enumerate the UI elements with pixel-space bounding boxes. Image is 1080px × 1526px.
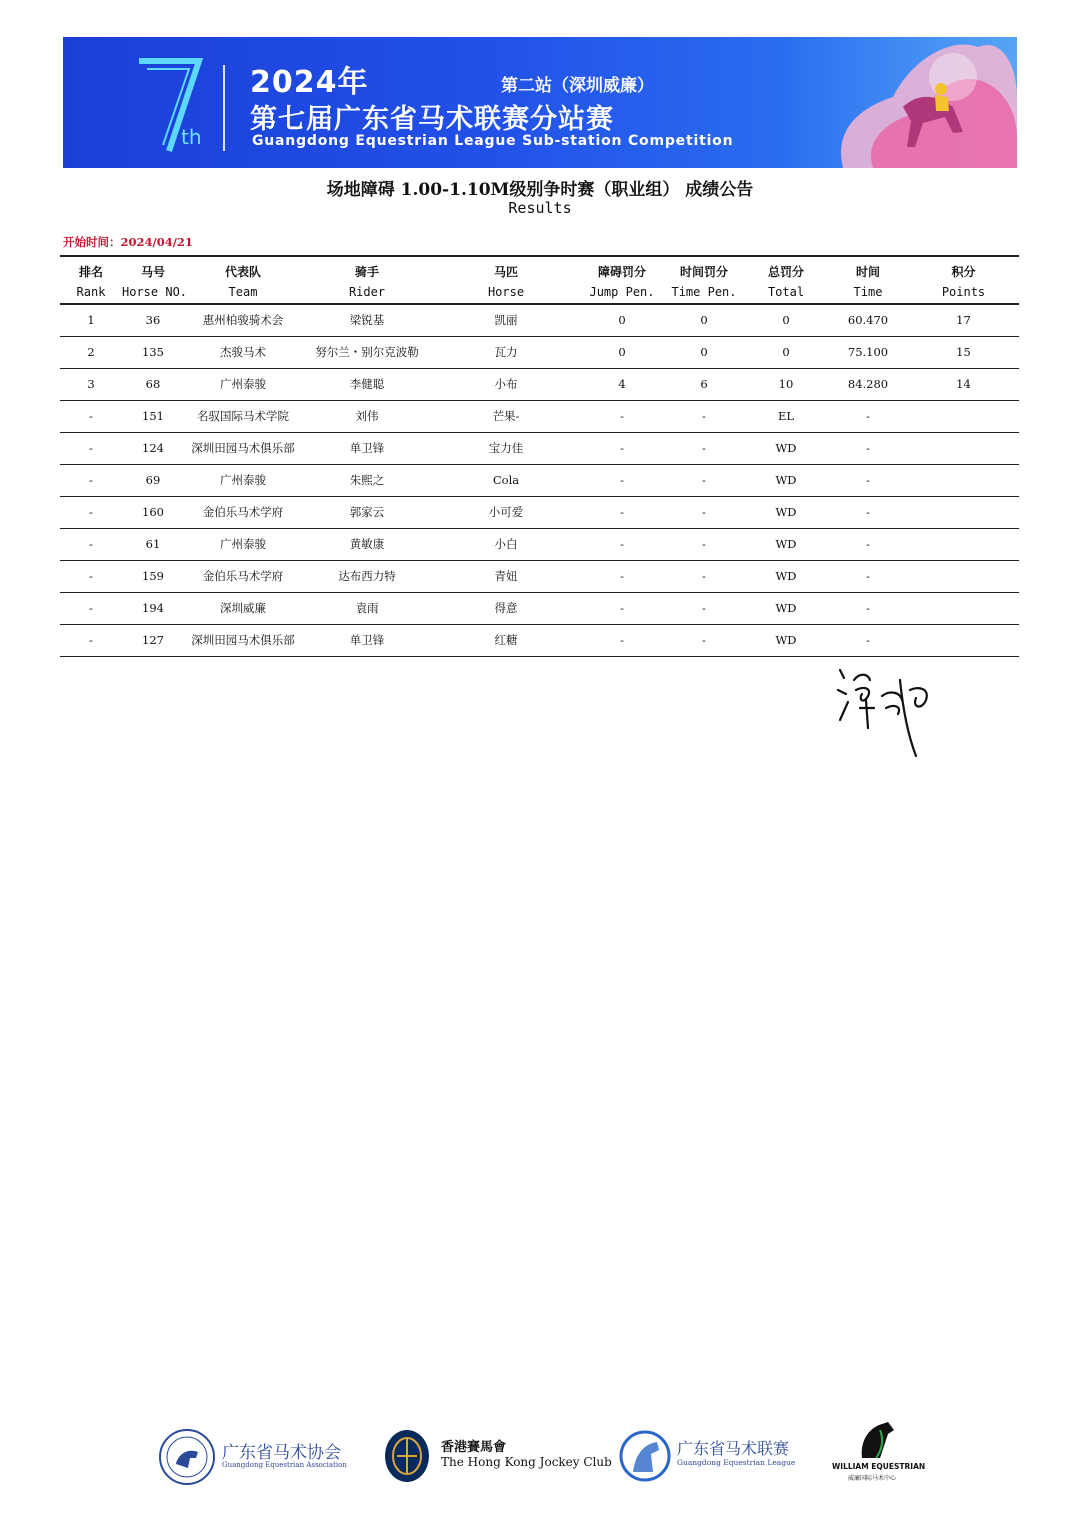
- cell-time-pen: -: [702, 441, 706, 455]
- cell-points: [908, 529, 1019, 560]
- header-rank-en: Rank: [76, 285, 106, 299]
- cell-time-pen: -: [702, 505, 706, 519]
- cell-jump-pen: 4: [618, 377, 626, 391]
- league-horse-icon: [619, 1428, 671, 1484]
- header-rank-cn: 排名: [78, 265, 103, 279]
- cell-total: WD: [775, 473, 797, 487]
- cell-horse-no: 159: [142, 569, 164, 583]
- banner-divider: [223, 65, 225, 151]
- cell-time-pen: 0: [700, 313, 708, 327]
- cell-points: [908, 593, 1019, 624]
- cell-rank: 3: [87, 377, 95, 391]
- cell-rider: 梁锐基: [349, 313, 385, 327]
- cell-rider: 郭家云: [349, 505, 385, 519]
- header-jump-pen-cn: 障碍罚分: [597, 265, 646, 279]
- document-title: 场地障碍 1.00-1.10M级别争时赛（职业组） 成绩公告: [326, 180, 754, 200]
- cell-total: WD: [775, 505, 797, 519]
- cell-time: -: [866, 633, 870, 647]
- cell-team: 深圳田园马术俱乐部: [191, 441, 295, 455]
- cell-rank: -: [89, 601, 93, 615]
- table-row: [60, 433, 1019, 465]
- cell-rider: 袁雨: [355, 601, 379, 615]
- association-name-en: Guangdong Equestrian Association: [222, 1461, 347, 1469]
- cell-points: [908, 401, 1019, 432]
- association-name-cn: 广东省马术协会: [222, 1443, 341, 1463]
- cell-total: 0: [782, 345, 790, 359]
- table-row: [60, 337, 1019, 369]
- cell-points: 17: [956, 313, 971, 327]
- cell-team: 广州泰骏: [220, 473, 266, 487]
- cell-total: WD: [775, 601, 797, 615]
- header-time-pen: [664, 257, 744, 303]
- cell-horse-no: 69: [145, 473, 161, 487]
- cell-rank: 2: [87, 345, 95, 359]
- table-row: [60, 593, 1019, 625]
- cell-time: -: [866, 601, 870, 615]
- header-time-en: Time: [853, 285, 883, 299]
- cell-time: -: [866, 409, 870, 423]
- cell-time: -: [866, 505, 870, 519]
- header-rider-cn: 骑手: [354, 265, 379, 279]
- cell-jump-pen: 0: [618, 345, 626, 359]
- cell-points: [908, 433, 1019, 464]
- cell-jump-pen: 0: [618, 313, 626, 327]
- cell-rank: -: [89, 569, 93, 583]
- cell-points: [908, 465, 1019, 496]
- cell-total: 0: [782, 313, 790, 327]
- jockey-club-name-cn: 香港賽馬會: [441, 1440, 507, 1455]
- cell-rider: 单卫锋: [349, 633, 385, 647]
- cell-total: WD: [775, 537, 797, 551]
- cell-rank: -: [89, 441, 93, 455]
- cell-horse-no: 127: [142, 633, 164, 647]
- cell-total: WD: [775, 569, 797, 583]
- header-time-pen-en: Time Pen.: [671, 285, 737, 299]
- cell-time: 84.280: [847, 377, 889, 391]
- cell-jump-pen: -: [620, 473, 624, 487]
- header-horse-en: Horse: [487, 285, 525, 299]
- cell-rider: 朱熙之: [349, 473, 385, 487]
- cell-horse-no: 68: [145, 377, 161, 391]
- header-total: [744, 257, 828, 303]
- association-seal-icon: [158, 1428, 216, 1486]
- banner-number-suffix: th: [181, 125, 202, 149]
- banner-stage: 第二站（深圳威廉）: [501, 76, 654, 96]
- cell-horse-no: 135: [142, 345, 164, 359]
- table-row: [60, 369, 1019, 401]
- header-total-cn: 总罚分: [767, 265, 804, 279]
- cell-rider: 刘伟: [355, 409, 379, 423]
- table-row: [60, 561, 1019, 593]
- cell-team: 深圳威廉: [220, 601, 266, 615]
- cell-time-pen: -: [702, 633, 706, 647]
- cell-points: 14: [956, 377, 971, 391]
- cell-time-pen: -: [702, 569, 706, 583]
- banner-year: 2024年: [250, 65, 369, 100]
- cell-points: [908, 497, 1019, 528]
- cell-horse: 青妞: [494, 569, 518, 583]
- william-equestrian-logo: [832, 1420, 932, 1490]
- cell-jump-pen: -: [620, 505, 624, 519]
- header-rider-en: Rider: [348, 285, 386, 299]
- guangdong-equestrian-league-logo: [619, 1420, 809, 1490]
- cell-time-pen: -: [702, 409, 706, 423]
- header-team-en: Team: [228, 285, 258, 299]
- cell-horse: 红糖: [494, 633, 518, 647]
- cell-time: -: [866, 537, 870, 551]
- cell-total: WD: [775, 441, 797, 455]
- cell-time-pen: -: [702, 537, 706, 551]
- cell-jump-pen: -: [620, 409, 624, 423]
- cell-team: 广州泰骏: [220, 537, 266, 551]
- cell-rank: -: [89, 633, 93, 647]
- cell-team: 广州泰骏: [220, 377, 266, 391]
- table-row: [60, 465, 1019, 497]
- header-time-pen-cn: 时间罚分: [679, 265, 728, 279]
- league-name-cn: 广东省马术联赛: [677, 1439, 790, 1458]
- header-jump-pen-en: Jump Pen.: [589, 285, 655, 299]
- header-rank: [60, 257, 122, 303]
- cell-horse: 小布: [494, 377, 518, 391]
- header-banner: [63, 37, 1017, 168]
- header-horse-no-en: Horse NO.: [122, 285, 188, 299]
- cell-rider: 李健聪: [349, 377, 385, 391]
- header-points: [908, 257, 1019, 303]
- cell-team: 杰骏马术: [220, 345, 266, 359]
- cell-rank: -: [89, 537, 93, 551]
- cell-horse: Cola: [492, 473, 520, 487]
- header-horse-cn: 马匹: [493, 265, 518, 279]
- cell-horse: 凯丽: [494, 313, 518, 327]
- table-row: [60, 401, 1019, 433]
- cell-horse-no: 160: [142, 505, 164, 519]
- start-time: 开始时间：2024/04/21: [63, 235, 193, 249]
- cell-rider: 单卫锋: [349, 441, 385, 455]
- document-subtitle: Results: [508, 199, 572, 217]
- header-points-cn: 积分: [951, 265, 976, 279]
- cell-jump-pen: -: [620, 569, 624, 583]
- league-name-en: Guangdong Equestrian League: [677, 1458, 796, 1467]
- sponsor-logos: [0, 1420, 1080, 1490]
- jockey-club-name-en: The Hong Kong Jockey Club: [441, 1455, 612, 1469]
- cell-horse-no: 61: [145, 537, 161, 551]
- cell-total: 10: [778, 377, 794, 391]
- william-name-en: WILLIAM EQUESTRIAN: [832, 1462, 926, 1471]
- header-horse: [432, 257, 580, 303]
- guangdong-equestrian-association-logo: [158, 1420, 348, 1490]
- jockey-club-crest-icon: [383, 1428, 431, 1484]
- cell-total: EL: [777, 409, 795, 423]
- cell-jump-pen: -: [620, 601, 624, 615]
- cell-rank: -: [89, 505, 93, 519]
- table-header-row: [60, 255, 1019, 305]
- header-points-en: Points: [941, 285, 986, 299]
- header-time-cn: 时间: [855, 265, 880, 279]
- william-name-cn: 威廉国际马术中心: [848, 1475, 897, 1482]
- cell-team: 惠州柏骏骑术会: [202, 313, 284, 327]
- cell-time-pen: 0: [700, 345, 708, 359]
- cell-jump-pen: -: [620, 537, 624, 551]
- header-team-cn: 代表队: [224, 265, 261, 279]
- hong-kong-jockey-club-logo: [383, 1420, 612, 1490]
- results-table: [60, 255, 1019, 657]
- header-rider: [302, 257, 432, 303]
- banner-title-en: Guangdong Equestrian League Sub-station Competition: [252, 133, 734, 149]
- cell-team: 深圳田园马术俱乐部: [191, 633, 295, 647]
- cell-jump-pen: -: [620, 633, 624, 647]
- cell-time: 60.470: [847, 313, 889, 327]
- table-row: [60, 305, 1019, 337]
- cell-rider: 达布西力特: [338, 569, 396, 583]
- cell-time: 75.100: [847, 345, 889, 359]
- banner-title-cn: 第七届广东省马术联赛分站赛: [250, 104, 614, 135]
- cell-horse-no: 194: [142, 601, 164, 615]
- cell-time: -: [866, 569, 870, 583]
- cell-jump-pen: -: [620, 441, 624, 455]
- cell-rider: 黄敏康: [349, 537, 385, 551]
- cell-rank: -: [89, 473, 93, 487]
- table-row: [60, 497, 1019, 529]
- cell-points: 15: [956, 345, 971, 359]
- cell-horse-no: 124: [142, 441, 164, 455]
- cell-rank: -: [89, 409, 93, 423]
- cell-horse: 芒果-: [492, 409, 520, 423]
- cell-total: WD: [775, 633, 797, 647]
- header-horse-no: [122, 257, 188, 303]
- signature: [830, 650, 942, 762]
- header-total-en: Total: [767, 285, 805, 299]
- cell-horse: 宝力佳: [488, 441, 524, 455]
- header-jump-pen: [580, 257, 664, 303]
- cell-team: 金伯乐马术学府: [202, 505, 284, 519]
- cell-horse: 小可爱: [488, 505, 524, 519]
- header-team: [184, 257, 302, 303]
- cell-time-pen: -: [702, 601, 706, 615]
- cell-points: [908, 561, 1019, 592]
- cell-time-pen: -: [702, 473, 706, 487]
- cell-time-pen: 6: [700, 377, 708, 391]
- cell-time: -: [866, 473, 870, 487]
- cell-horse: 小白: [494, 537, 518, 551]
- horse-head-icon: [854, 1420, 898, 1460]
- header-time: [828, 257, 908, 303]
- cell-horse: 得意: [494, 601, 518, 615]
- equestrian-art-icon: [803, 37, 1017, 168]
- cell-team: 名驭国际马术学院: [197, 409, 289, 423]
- table-row: [60, 529, 1019, 561]
- cell-horse-no: 151: [142, 409, 164, 423]
- cell-team: 金伯乐马术学府: [202, 569, 284, 583]
- cell-rider: 努尔兰・别尔克波勒: [315, 345, 419, 359]
- header-horse-no-cn: 马号: [140, 265, 165, 279]
- cell-time: -: [866, 441, 870, 455]
- cell-horse-no: 36: [145, 313, 161, 327]
- cell-horse: 瓦力: [494, 345, 518, 359]
- cell-rank: 1: [87, 313, 95, 327]
